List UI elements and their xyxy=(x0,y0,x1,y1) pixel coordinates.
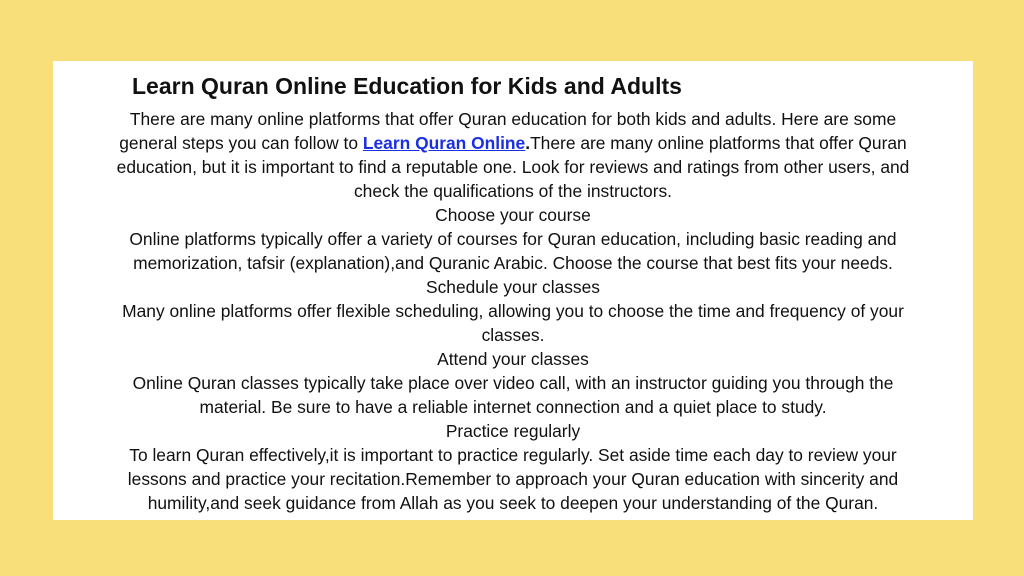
section-text: To learn Quran effectively,it is important to practice regularly. Set aside time each day to review your xyxy=(129,445,897,465)
intro-period: . xyxy=(525,133,531,153)
intro-line-2 xyxy=(53,131,973,155)
intro-line-1: There are many online platforms that offer Quran education for both kids and adults. Here are some xyxy=(129,109,897,129)
page-title: Learn Quran Online Education for Kids and Adults xyxy=(132,73,682,99)
content-card xyxy=(53,61,973,520)
section-text: material. Be sure to have a reliable internet connection and a quiet place to study. xyxy=(199,397,827,417)
section-text: classes. xyxy=(481,325,545,345)
section-text: lessons and practice your recitation.Remember to approach your Quran education with sincerity and xyxy=(127,469,899,489)
section-text: memorization, tafsir (explanation),and Quranic Arabic. Choose the course that best fits your needs. xyxy=(133,253,893,273)
intro-line-2-start: general steps you can follow to xyxy=(119,133,363,153)
section-heading-schedule-classes: Schedule your classes xyxy=(426,277,600,297)
intro-line-2-end: There are many online platforms that offer Quran xyxy=(530,133,907,153)
section-text: Online Quran classes typically take place over video call, with an instructor guiding you through the xyxy=(132,373,894,393)
section-text: Online platforms typically offer a variety of courses for Quran education, including basic reading and xyxy=(129,229,897,249)
intro-line-4: check the qualifications of the instructors. xyxy=(353,181,673,201)
article-body xyxy=(53,107,973,515)
intro-line-3: education, but it is important to find a reputable one. Look for reviews and ratings from other users, and xyxy=(116,157,910,177)
learn-quran-online-link[interactable]: Learn Quran Online xyxy=(362,133,526,153)
section-heading-attend-classes: Attend your classes xyxy=(437,349,589,369)
section-heading-choose-course: Choose your course xyxy=(435,205,591,225)
section-heading-practice-regularly: Practice regularly xyxy=(445,421,581,441)
section-text: humility,and seek guidance from Allah as you seek to deepen your understanding of the Quran. xyxy=(147,493,879,513)
section-text: Many online platforms offer flexible scheduling, allowing you to choose the time and frequency of your xyxy=(122,301,904,321)
